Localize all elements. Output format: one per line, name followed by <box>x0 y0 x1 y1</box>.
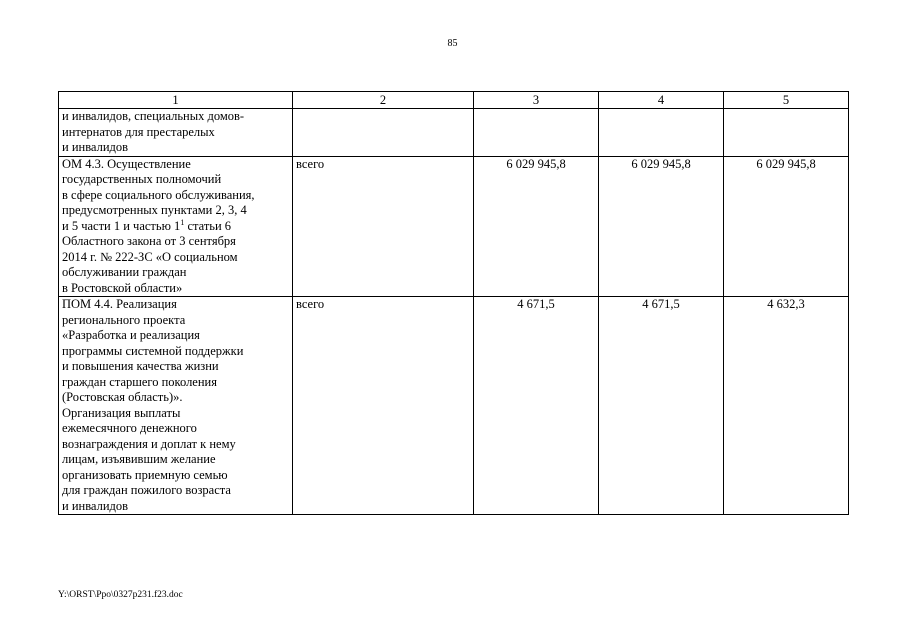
table-row <box>59 156 849 297</box>
table-row <box>59 297 849 515</box>
header-col-3: 3 <box>474 92 599 109</box>
row-name-part-1: ОМ 4.3. Осуществление государственных полномочий в сфере социального обслуживания, предусмотренных пунктами 2, 3, 4 и 5 части 1 и частью 1 <box>62 156 255 233</box>
row-name-superscript: 1 <box>180 217 185 227</box>
row-name-part-2: статьи 6 Областного закона от 3 сентября 2014 г. № 222-ЗС «О социальном обслуживании граждан в Ростовской области» <box>62 218 238 295</box>
row-value-4: 6 029 945,8 <box>599 156 724 297</box>
header-col-4: 4 <box>599 92 724 109</box>
page-number: 85 <box>447 38 458 49</box>
row-value-5 <box>724 109 849 157</box>
row-value-3: 6 029 945,8 <box>474 156 599 297</box>
row-source-cell: всего <box>293 297 474 515</box>
row-value-5: 4 632,3 <box>724 297 849 515</box>
row-value-4: 4 671,5 <box>599 297 724 515</box>
table-row <box>59 109 849 157</box>
row-value-5: 6 029 945,8 <box>724 156 849 297</box>
row-name-cell <box>59 156 293 297</box>
row-source-cell <box>293 109 474 157</box>
row-value-4 <box>599 109 724 157</box>
row-value-3 <box>474 109 599 157</box>
row-name: ПОМ 4.4. Реализация регионального проекта «Разработка и реализация программы системной поддержки и повышения качества жизни граждан старшего поколения (Ростовская область)». Организация выплаты ежемесячного денежного вознаграждения и доплат к нему лицам, изъявившим желание организовать приемную семью для граждан пожилого возраста и инвалидов <box>62 297 244 513</box>
table-header-row <box>59 92 849 109</box>
footer-file-path: Y:\ORST\Ppo\0327p231.f23.doc <box>58 590 183 600</box>
row-value-3: 4 671,5 <box>474 297 599 515</box>
row-source-cell: всего <box>293 156 474 297</box>
header-col-1: 1 <box>59 92 293 109</box>
header-col-5: 5 <box>724 92 849 109</box>
row-name: и инвалидов, специальных домов- интернатов для престарелых и инвалидов <box>62 109 245 154</box>
row-name-cell <box>59 297 293 515</box>
header-col-2: 2 <box>293 92 474 109</box>
row-name-cell <box>59 109 293 157</box>
budget-table <box>58 91 849 515</box>
